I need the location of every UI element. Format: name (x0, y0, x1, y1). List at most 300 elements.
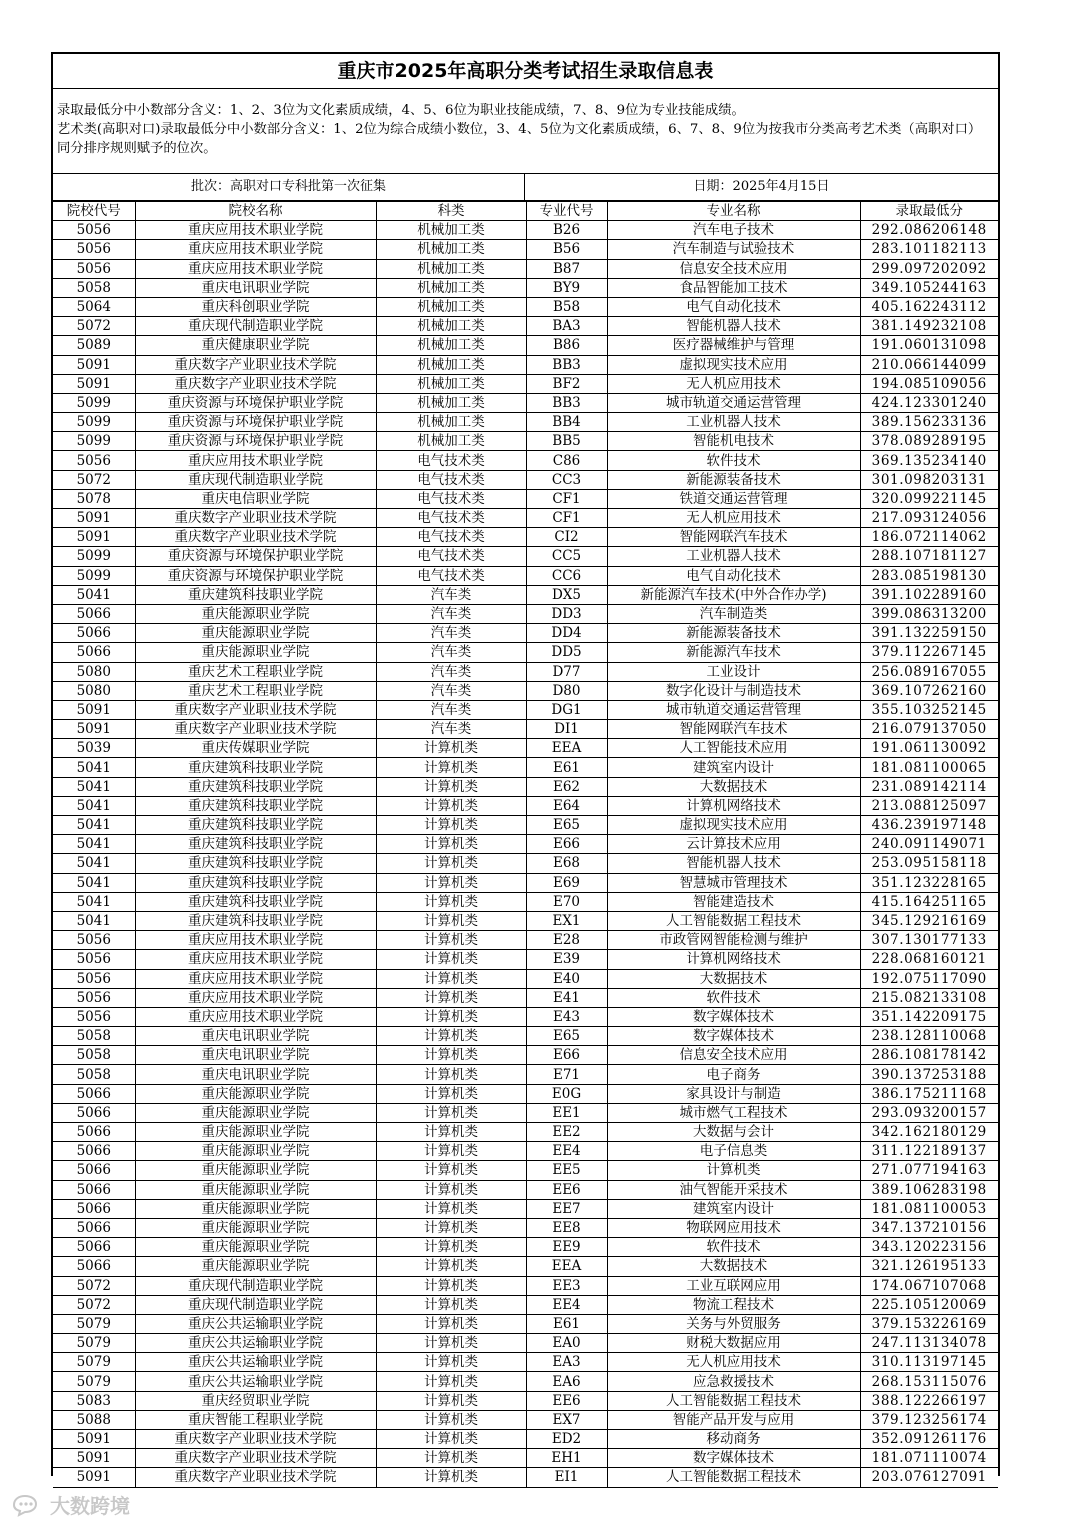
cell-category: 计算机类 (376, 758, 526, 777)
cell-category: 汽车类 (376, 700, 526, 719)
cell-major-name: 无人机应用技术 (607, 509, 860, 528)
cell-major-code: ED2 (526, 1430, 607, 1449)
cell-major-code: E41 (526, 988, 607, 1007)
cell-major-name: 虚拟现实技术应用 (607, 816, 860, 835)
table-row (53, 1295, 998, 1314)
cell-major-name: 移动商务 (607, 1430, 860, 1449)
cell-school-name: 重庆健康职业学院 (135, 336, 376, 355)
cell-category: 汽车类 (376, 624, 526, 643)
table-row (53, 643, 998, 662)
cell-major-code: EE4 (526, 1295, 607, 1314)
cell-category: 计算机类 (376, 796, 526, 815)
cell-major-name: 智能产品开发与应用 (607, 1410, 860, 1429)
cell-major-code: E70 (526, 892, 607, 911)
cell-school-code: 5079 (53, 1334, 135, 1353)
cell-category: 计算机类 (376, 777, 526, 796)
cell-major-code: CF1 (526, 489, 607, 508)
cell-major-name: 智能机器人技术 (607, 854, 860, 873)
cell-school-name: 重庆现代制造职业学院 (135, 470, 376, 489)
table-row (53, 240, 998, 259)
cell-major-name: 虚拟现实技术应用 (607, 355, 860, 374)
table-row (53, 624, 998, 643)
cell-school-code: 5066 (53, 643, 135, 662)
cell-major-code: BF2 (526, 374, 607, 393)
table-row (53, 1199, 998, 1218)
cell-major-name: 数字媒体技术 (607, 1027, 860, 1046)
cell-school-code: 5099 (53, 566, 135, 585)
cell-school-name: 重庆能源职业学院 (135, 1257, 376, 1276)
cell-min-score: 379.123256174 (860, 1410, 998, 1429)
cell-major-code: EI1 (526, 1468, 607, 1487)
cell-major-code: DI1 (526, 720, 607, 739)
col-header-min-score: 录取最低分 (860, 202, 998, 221)
table-row (53, 1334, 998, 1353)
cell-major-code: E61 (526, 758, 607, 777)
cell-school-name: 重庆电信职业学院 (135, 489, 376, 508)
cell-major-name: 人工智能数据工程技术 (607, 1468, 860, 1487)
table-row (53, 1142, 998, 1161)
cell-school-code: 5041 (53, 835, 135, 854)
table-row (53, 950, 998, 969)
cell-category: 电气技术类 (376, 470, 526, 489)
table-row (53, 1449, 998, 1468)
cell-category: 计算机类 (376, 1314, 526, 1333)
table-row (53, 547, 998, 566)
cell-major-name: 大数据技术 (607, 969, 860, 988)
table-row (53, 1123, 998, 1142)
date-label: 日期：2025年4月15日 (693, 179, 830, 194)
cell-major-name: 市政管网智能检测与维护 (607, 931, 860, 950)
cell-category: 汽车类 (376, 662, 526, 681)
cell-school-name: 重庆数字产业职业技术学院 (135, 1468, 376, 1487)
cell-school-code: 5056 (53, 969, 135, 988)
table-row (53, 451, 998, 470)
table-body (53, 221, 998, 1487)
cell-school-code: 5039 (53, 739, 135, 758)
cell-min-score: 181.071110074 (860, 1449, 998, 1468)
cell-major-code: C86 (526, 451, 607, 470)
table-row (53, 1468, 998, 1487)
cell-category: 计算机类 (376, 1468, 526, 1487)
cell-major-name: 电气自动化技术 (607, 566, 860, 585)
cell-min-score: 405.162243112 (860, 297, 998, 316)
table-row (53, 777, 998, 796)
cell-major-code: D80 (526, 681, 607, 700)
cell-major-code: B56 (526, 240, 607, 259)
cell-min-score: 415.164251165 (860, 892, 998, 911)
cell-school-name: 重庆能源职业学院 (135, 1084, 376, 1103)
cell-school-code: 5078 (53, 489, 135, 508)
table-row (53, 470, 998, 489)
cell-major-name: 计算机类 (607, 1161, 860, 1180)
cell-min-score: 286.108178142 (860, 1046, 998, 1065)
cell-min-score: 228.068160121 (860, 950, 998, 969)
cell-major-code: E65 (526, 1027, 607, 1046)
cell-major-name: 油气智能开采技术 (607, 1180, 860, 1199)
table-row (53, 528, 998, 547)
cell-school-name: 重庆资源与环境保护职业学院 (135, 547, 376, 566)
cell-major-name: 信息安全技术应用 (607, 259, 860, 278)
cell-min-score: 238.128110068 (860, 1027, 998, 1046)
cell-min-score: 217.093124056 (860, 509, 998, 528)
cell-school-name: 重庆能源职业学院 (135, 1142, 376, 1161)
cell-school-name: 重庆能源职业学院 (135, 624, 376, 643)
table-row (53, 374, 998, 393)
cell-category: 计算机类 (376, 1123, 526, 1142)
cell-min-score: 399.086313200 (860, 604, 998, 623)
cell-school-name: 重庆建筑科技职业学院 (135, 758, 376, 777)
cell-min-score: 299.097202092 (860, 259, 998, 278)
cell-major-name: 汽车制造类 (607, 604, 860, 623)
table-row (53, 413, 998, 432)
cell-category: 计算机类 (376, 1276, 526, 1295)
cell-category: 计算机类 (376, 1391, 526, 1410)
table-row (53, 489, 998, 508)
cell-major-name: 软件技术 (607, 1238, 860, 1257)
cell-major-code: CC3 (526, 470, 607, 489)
cell-school-name: 重庆能源职业学院 (135, 1199, 376, 1218)
cell-school-code: 5056 (53, 988, 135, 1007)
cell-major-name: 智慧城市管理技术 (607, 873, 860, 892)
cell-major-code: EA6 (526, 1372, 607, 1391)
table-row (53, 1372, 998, 1391)
cell-school-code: 5056 (53, 221, 135, 240)
cell-category: 电气技术类 (376, 489, 526, 508)
cell-school-name: 重庆电讯职业学院 (135, 278, 376, 297)
cell-school-name: 重庆数字产业职业技术学院 (135, 1430, 376, 1449)
table-row (53, 1180, 998, 1199)
cell-major-name: 电子信息类 (607, 1142, 860, 1161)
meta-row (53, 174, 998, 201)
table-row (53, 931, 998, 950)
cell-major-code: CC6 (526, 566, 607, 585)
table-row (53, 221, 998, 240)
table-row (53, 297, 998, 316)
cell-min-score: 379.112267145 (860, 643, 998, 662)
cell-school-name: 重庆现代制造职业学院 (135, 1276, 376, 1295)
cell-school-code: 5041 (53, 585, 135, 604)
cell-school-name: 重庆艺术工程职业学院 (135, 681, 376, 700)
cell-school-name: 重庆建筑科技职业学院 (135, 796, 376, 815)
cell-major-name: 城市燃气工程技术 (607, 1103, 860, 1122)
cell-category: 机械加工类 (376, 278, 526, 297)
table-row (53, 259, 998, 278)
cell-major-name: 大数据与会计 (607, 1123, 860, 1142)
cell-school-code: 5064 (53, 297, 135, 316)
cell-major-name: 电子商务 (607, 1065, 860, 1084)
cell-school-code: 5079 (53, 1314, 135, 1333)
cell-school-name: 重庆能源职业学院 (135, 643, 376, 662)
cell-school-code: 5041 (53, 892, 135, 911)
cell-school-code: 5091 (53, 509, 135, 528)
cell-school-code: 5089 (53, 336, 135, 355)
cell-category: 机械加工类 (376, 413, 526, 432)
cell-school-name: 重庆经贸职业学院 (135, 1391, 376, 1410)
cell-major-code: EH1 (526, 1449, 607, 1468)
cell-major-code: CC5 (526, 547, 607, 566)
cell-min-score: 268.153115076 (860, 1372, 998, 1391)
cell-major-name: 计算机网络技术 (607, 950, 860, 969)
cell-school-code: 5099 (53, 393, 135, 412)
cell-min-score: 247.113134078 (860, 1334, 998, 1353)
table-row (53, 873, 998, 892)
cell-major-code: EE9 (526, 1238, 607, 1257)
cell-category: 机械加工类 (376, 221, 526, 240)
table-row (53, 1161, 998, 1180)
cell-major-name: 大数据技术 (607, 1257, 860, 1276)
cell-major-code: BY9 (526, 278, 607, 297)
cell-category: 计算机类 (376, 1027, 526, 1046)
cell-school-code: 5080 (53, 681, 135, 700)
cell-major-code: E28 (526, 931, 607, 950)
cell-min-score: 292.086206148 (860, 221, 998, 240)
table-row (53, 892, 998, 911)
cell-major-code: E62 (526, 777, 607, 796)
table-row (53, 816, 998, 835)
table-row (53, 835, 998, 854)
table-row (53, 509, 998, 528)
cell-major-code: B26 (526, 221, 607, 240)
cell-major-name: 汽车制造与试验技术 (607, 240, 860, 259)
cell-major-name: 物流工程技术 (607, 1295, 860, 1314)
cell-category: 计算机类 (376, 835, 526, 854)
cell-min-score: 369.107262160 (860, 681, 998, 700)
cell-major-name: 物联网应用技术 (607, 1218, 860, 1237)
cell-min-score: 194.085109056 (860, 374, 998, 393)
cell-major-name: 新能源汽车技术 (607, 643, 860, 662)
cell-category: 机械加工类 (376, 355, 526, 374)
cell-school-code: 5066 (53, 1199, 135, 1218)
cell-school-code: 5066 (53, 624, 135, 643)
cell-major-code: E39 (526, 950, 607, 969)
cell-school-code: 5099 (53, 413, 135, 432)
cell-min-score: 386.175211168 (860, 1084, 998, 1103)
cell-major-code: BB4 (526, 413, 607, 432)
cell-major-name: 工业机器人技术 (607, 547, 860, 566)
table-row (53, 1276, 998, 1295)
cell-min-score: 174.067107068 (860, 1276, 998, 1295)
cell-min-score: 381.149232108 (860, 317, 998, 336)
note-line: 艺术类(高职对口)录取最低分中小数部分含义：1、2位为综合成绩小数位，3、4、5位为文化素质成绩，6、7、8、9位为按我市分类高考艺术类（高职对口）同分排序规则赋予的位次。 (57, 122, 982, 156)
cell-school-name: 重庆数字产业职业技术学院 (135, 374, 376, 393)
cell-min-score: 388.122266197 (860, 1391, 998, 1410)
cell-major-name: 汽车电子技术 (607, 221, 860, 240)
table-row (53, 317, 998, 336)
cell-major-name: 新能源装备技术 (607, 470, 860, 489)
cell-major-code: B86 (526, 336, 607, 355)
admission-table (53, 201, 998, 1488)
cell-min-score: 181.081100053 (860, 1199, 998, 1218)
cell-major-name: 软件技术 (607, 451, 860, 470)
table-row (53, 1084, 998, 1103)
table-row (53, 1391, 998, 1410)
cell-category: 汽车类 (376, 720, 526, 739)
table-row (53, 911, 998, 930)
header-row (53, 202, 998, 221)
cell-min-score: 379.153226169 (860, 1314, 998, 1333)
cell-school-code: 5056 (53, 451, 135, 470)
cell-school-name: 重庆数字产业职业技术学院 (135, 509, 376, 528)
cell-school-code: 5066 (53, 1238, 135, 1257)
cell-min-score: 293.093200157 (860, 1103, 998, 1122)
cell-major-code: E0G (526, 1084, 607, 1103)
cell-major-code: EE2 (526, 1123, 607, 1142)
cell-school-code: 5066 (53, 1180, 135, 1199)
cell-min-score: 271.077194163 (860, 1161, 998, 1180)
cell-major-name: 财税大数据应用 (607, 1334, 860, 1353)
table-row (53, 585, 998, 604)
cell-category: 计算机类 (376, 1218, 526, 1237)
cell-major-code: EE6 (526, 1180, 607, 1199)
cell-school-code: 5066 (53, 1257, 135, 1276)
cell-category: 汽车类 (376, 585, 526, 604)
cell-major-name: 智能机器人技术 (607, 317, 860, 336)
cell-school-code: 5088 (53, 1410, 135, 1429)
watermark (10, 1490, 130, 1519)
cell-school-code: 5058 (53, 1065, 135, 1084)
table-row (53, 1046, 998, 1065)
cell-school-name: 重庆应用技术职业学院 (135, 950, 376, 969)
cell-school-name: 重庆建筑科技职业学院 (135, 585, 376, 604)
cell-min-score: 186.072114062 (860, 528, 998, 547)
cell-school-name: 重庆能源职业学院 (135, 604, 376, 623)
cell-major-name: 人工智能数据工程技术 (607, 911, 860, 930)
cell-school-code: 5056 (53, 259, 135, 278)
cell-school-name: 重庆建筑科技职业学院 (135, 777, 376, 796)
cell-major-name: 信息安全技术应用 (607, 1046, 860, 1065)
cell-school-name: 重庆现代制造职业学院 (135, 1295, 376, 1314)
cell-school-code: 5091 (53, 700, 135, 719)
cell-category: 电气技术类 (376, 566, 526, 585)
cell-school-code: 5056 (53, 240, 135, 259)
cell-min-score: 352.091261176 (860, 1430, 998, 1449)
cell-school-code: 5041 (53, 796, 135, 815)
cell-category: 计算机类 (376, 1295, 526, 1314)
cell-school-code: 5083 (53, 1391, 135, 1410)
cell-category: 机械加工类 (376, 336, 526, 355)
cell-school-code: 5080 (53, 662, 135, 681)
cell-major-name: 人工智能数据工程技术 (607, 1391, 860, 1410)
col-header-category: 科类 (376, 202, 526, 221)
cell-school-name: 重庆能源职业学院 (135, 1180, 376, 1199)
cell-major-name: 铁道交通运营管理 (607, 489, 860, 508)
cell-major-name: 电气自动化技术 (607, 297, 860, 316)
cell-school-code: 5066 (53, 604, 135, 623)
cell-min-score: 345.129216169 (860, 911, 998, 930)
cell-school-code: 5091 (53, 1449, 135, 1468)
table-row (53, 1065, 998, 1084)
cell-category: 计算机类 (376, 816, 526, 835)
cell-category: 机械加工类 (376, 374, 526, 393)
cell-school-name: 重庆建筑科技职业学院 (135, 835, 376, 854)
cell-major-name: 智能建造技术 (607, 892, 860, 911)
cell-category: 机械加工类 (376, 240, 526, 259)
cell-major-code: EE1 (526, 1103, 607, 1122)
cell-school-name: 重庆公共运输职业学院 (135, 1314, 376, 1333)
cell-category: 计算机类 (376, 854, 526, 873)
cell-category: 机械加工类 (376, 297, 526, 316)
cell-major-name: 大数据技术 (607, 777, 860, 796)
cell-major-name: 城市轨道交通运营管理 (607, 700, 860, 719)
cell-min-score: 321.126195133 (860, 1257, 998, 1276)
cell-major-name: 数字媒体技术 (607, 1449, 860, 1468)
table-row (53, 1027, 998, 1046)
cell-major-name: 食品智能加工技术 (607, 278, 860, 297)
table-row (53, 278, 998, 297)
col-header-major-name: 专业名称 (607, 202, 860, 221)
cell-school-code: 5072 (53, 1295, 135, 1314)
cell-major-name: 建筑室内设计 (607, 758, 860, 777)
cell-min-score: 213.088125097 (860, 796, 998, 815)
cell-min-score: 225.105120069 (860, 1295, 998, 1314)
cell-min-score: 349.105244163 (860, 278, 998, 297)
table-row (53, 1257, 998, 1276)
cell-major-code: EE8 (526, 1218, 607, 1237)
cell-school-name: 重庆现代制造职业学院 (135, 317, 376, 336)
cell-category: 计算机类 (376, 1449, 526, 1468)
cell-min-score: 351.142209175 (860, 1007, 998, 1026)
cell-min-score: 389.106283198 (860, 1180, 998, 1199)
cell-school-code: 5041 (53, 758, 135, 777)
table-row (53, 393, 998, 412)
table-row (53, 1238, 998, 1257)
cell-major-code: BB5 (526, 432, 607, 451)
cell-major-name: 软件技术 (607, 988, 860, 1007)
cell-min-score: 424.123301240 (860, 393, 998, 412)
cell-min-score: 347.137210156 (860, 1218, 998, 1237)
score-table-sheet (51, 52, 1000, 1486)
cell-category: 汽车类 (376, 643, 526, 662)
cell-school-name: 重庆数字产业职业技术学院 (135, 355, 376, 374)
table-row (53, 1103, 998, 1122)
cell-school-name: 重庆应用技术职业学院 (135, 259, 376, 278)
cell-major-code: E66 (526, 1046, 607, 1065)
cell-category: 计算机类 (376, 1238, 526, 1257)
cell-min-score: 203.076127091 (860, 1468, 998, 1487)
cell-school-code: 5041 (53, 873, 135, 892)
cell-category: 计算机类 (376, 1142, 526, 1161)
cell-major-code: EA0 (526, 1334, 607, 1353)
cell-school-name: 重庆资源与环境保护职业学院 (135, 393, 376, 412)
cell-school-name: 重庆能源职业学院 (135, 1218, 376, 1237)
cell-major-code: E61 (526, 1314, 607, 1333)
table-row (53, 681, 998, 700)
cell-major-code: EX7 (526, 1410, 607, 1429)
cell-min-score: 215.082133108 (860, 988, 998, 1007)
cell-category: 计算机类 (376, 1065, 526, 1084)
table-row (53, 700, 998, 719)
cell-category: 机械加工类 (376, 317, 526, 336)
cell-school-name: 重庆建筑科技职业学院 (135, 816, 376, 835)
cell-major-code: E68 (526, 854, 607, 873)
cell-major-code: EEA (526, 1257, 607, 1276)
cell-category: 计算机类 (376, 1372, 526, 1391)
cell-school-code: 5066 (53, 1161, 135, 1180)
cell-school-name: 重庆建筑科技职业学院 (135, 911, 376, 930)
cell-major-code: B58 (526, 297, 607, 316)
cell-school-name: 重庆应用技术职业学院 (135, 451, 376, 470)
cell-school-name: 重庆传媒职业学院 (135, 739, 376, 758)
cell-category: 汽车类 (376, 681, 526, 700)
cell-major-name: 云计算技术应用 (607, 835, 860, 854)
cell-min-score: 436.239197148 (860, 816, 998, 835)
cell-category: 汽车类 (376, 604, 526, 623)
cell-min-score: 391.132259150 (860, 624, 998, 643)
cell-min-score: 351.123228165 (860, 873, 998, 892)
cell-major-name: 新能源汽车技术(中外合作办学) (607, 585, 860, 604)
cell-school-code: 5041 (53, 816, 135, 835)
cell-major-code: EE5 (526, 1161, 607, 1180)
